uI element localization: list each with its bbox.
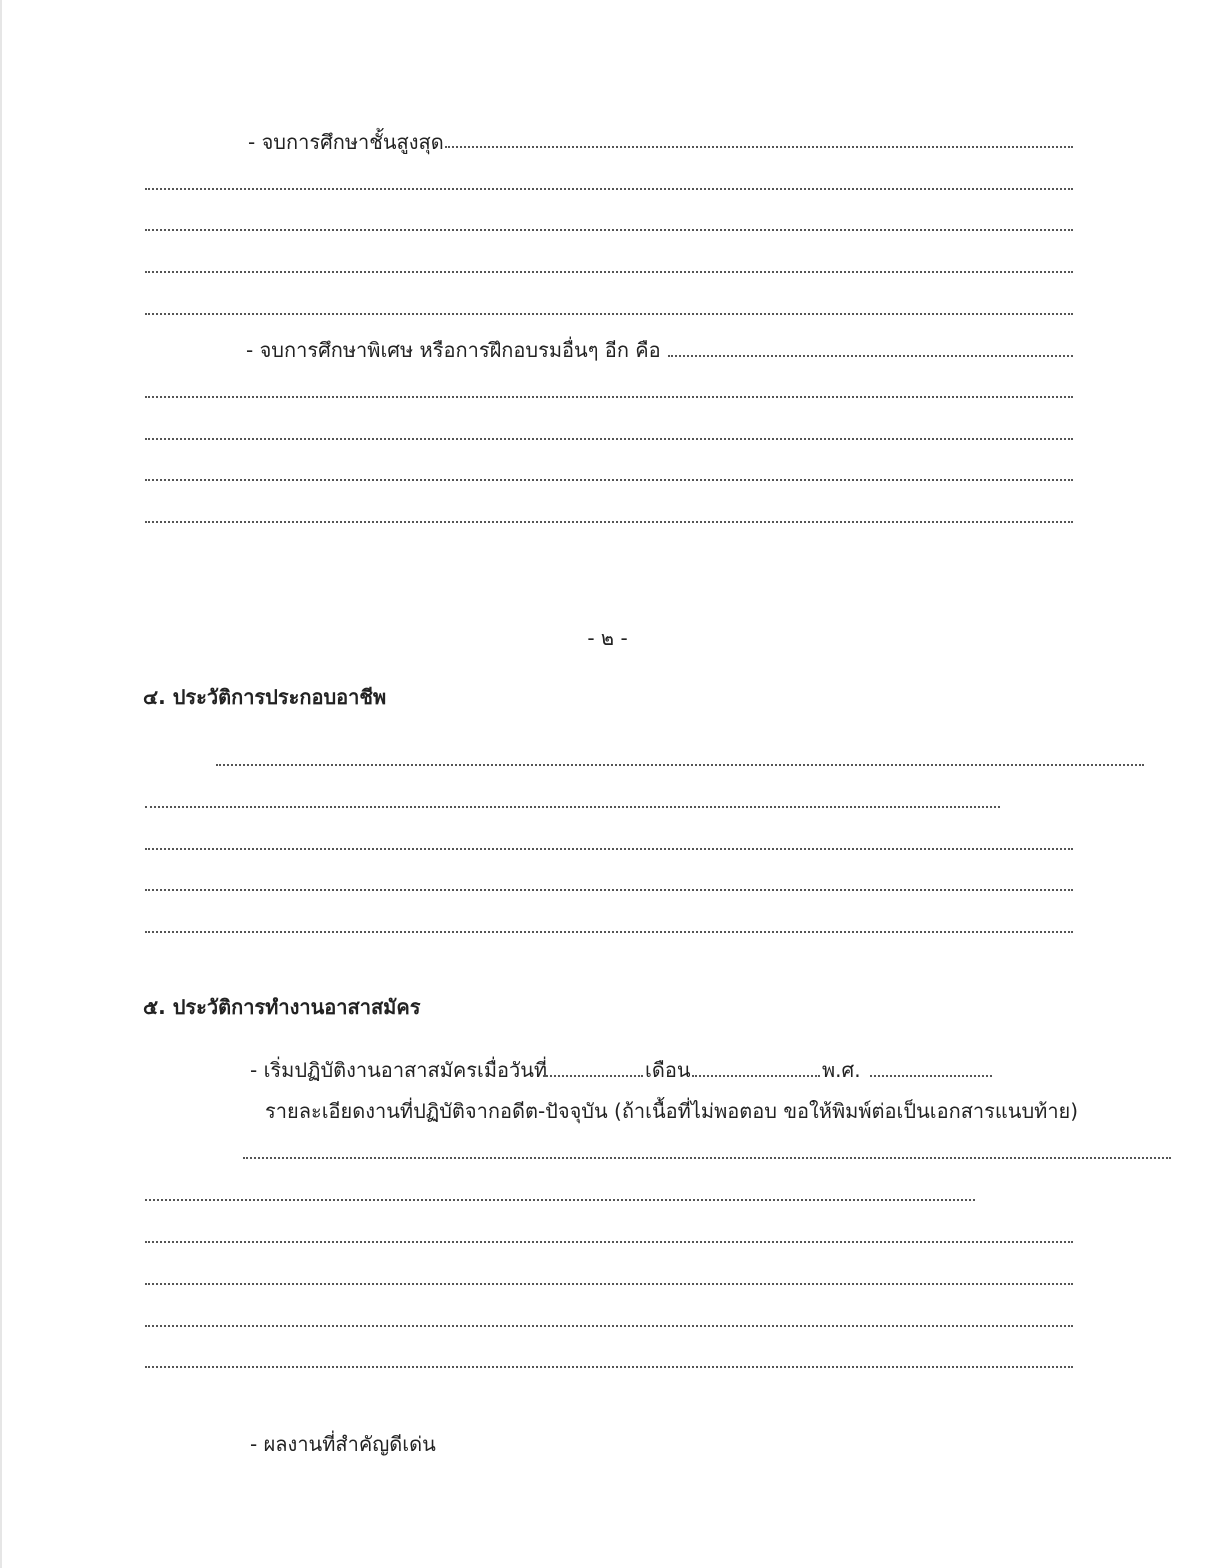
work-details-label: รายละเอียดงานที่ปฏิบัติจากอดีต-ปัจจุบัน (ถ้าเนื้อที่ไม่พอตอบ ขอให้พิมพ์ต่อเป็นเอกสารแนบท้าย) (265, 1099, 1079, 1123)
work-details-line-5[interactable] (145, 1325, 1073, 1327)
year-label: พ.ศ. (822, 1058, 861, 1082)
special-training-line-3[interactable] (145, 438, 1073, 440)
highest-education-line-4[interactable] (145, 271, 1073, 273)
special-training-line-4[interactable] (145, 479, 1073, 481)
section5-heading: ๕. ประวัติการทำงานอาสาสมัคร (143, 995, 421, 1019)
volunteer-start-day-field[interactable] (543, 1075, 643, 1077)
special-training-line-5[interactable] (145, 521, 1073, 523)
highest-education-line-3[interactable] (145, 229, 1073, 231)
volunteer-start-year-field[interactable] (870, 1075, 992, 1077)
work-details-line-3[interactable] (145, 1241, 1073, 1243)
page-left-edge (0, 0, 2, 1568)
work-details-line-2[interactable] (145, 1199, 975, 1201)
career-history-line-1[interactable] (216, 764, 1144, 766)
highest-education-field[interactable] (445, 146, 1073, 148)
special-training-label: - จบการศึกษาพิเศษ หรือการฝึกอบรมอื่นๆ อีก คือ (246, 338, 661, 362)
special-training-field[interactable] (668, 355, 1073, 357)
highest-education-label: - จบการศึกษาชั้นสูงสุด (248, 130, 444, 154)
volunteer-start-label: - เริ่มปฏิบัติงานอาสาสมัครเมื่อวันที่ (250, 1058, 548, 1082)
highest-education-line-5[interactable] (145, 313, 1073, 315)
work-details-line-6[interactable] (145, 1366, 1073, 1368)
work-details-line-1[interactable] (243, 1157, 1171, 1159)
highest-education-line-2[interactable] (145, 188, 1073, 190)
volunteer-start-month-field[interactable] (692, 1075, 820, 1077)
career-history-line-5[interactable] (145, 931, 1073, 933)
career-history-line-2[interactable] (145, 806, 1000, 808)
career-history-line-4[interactable] (145, 889, 1073, 891)
section4-heading: ๔. ประวัติการประกอบอาชีพ (143, 685, 387, 709)
career-history-line-3[interactable] (145, 848, 1073, 850)
achievements-label: - ผลงานที่สำคัญดีเด่น (250, 1432, 436, 1456)
page-number: - ๒ - (587, 626, 628, 650)
special-training-line-2[interactable] (145, 396, 1073, 398)
month-label: เดือน (645, 1058, 691, 1082)
work-details-line-4[interactable] (145, 1283, 1073, 1285)
